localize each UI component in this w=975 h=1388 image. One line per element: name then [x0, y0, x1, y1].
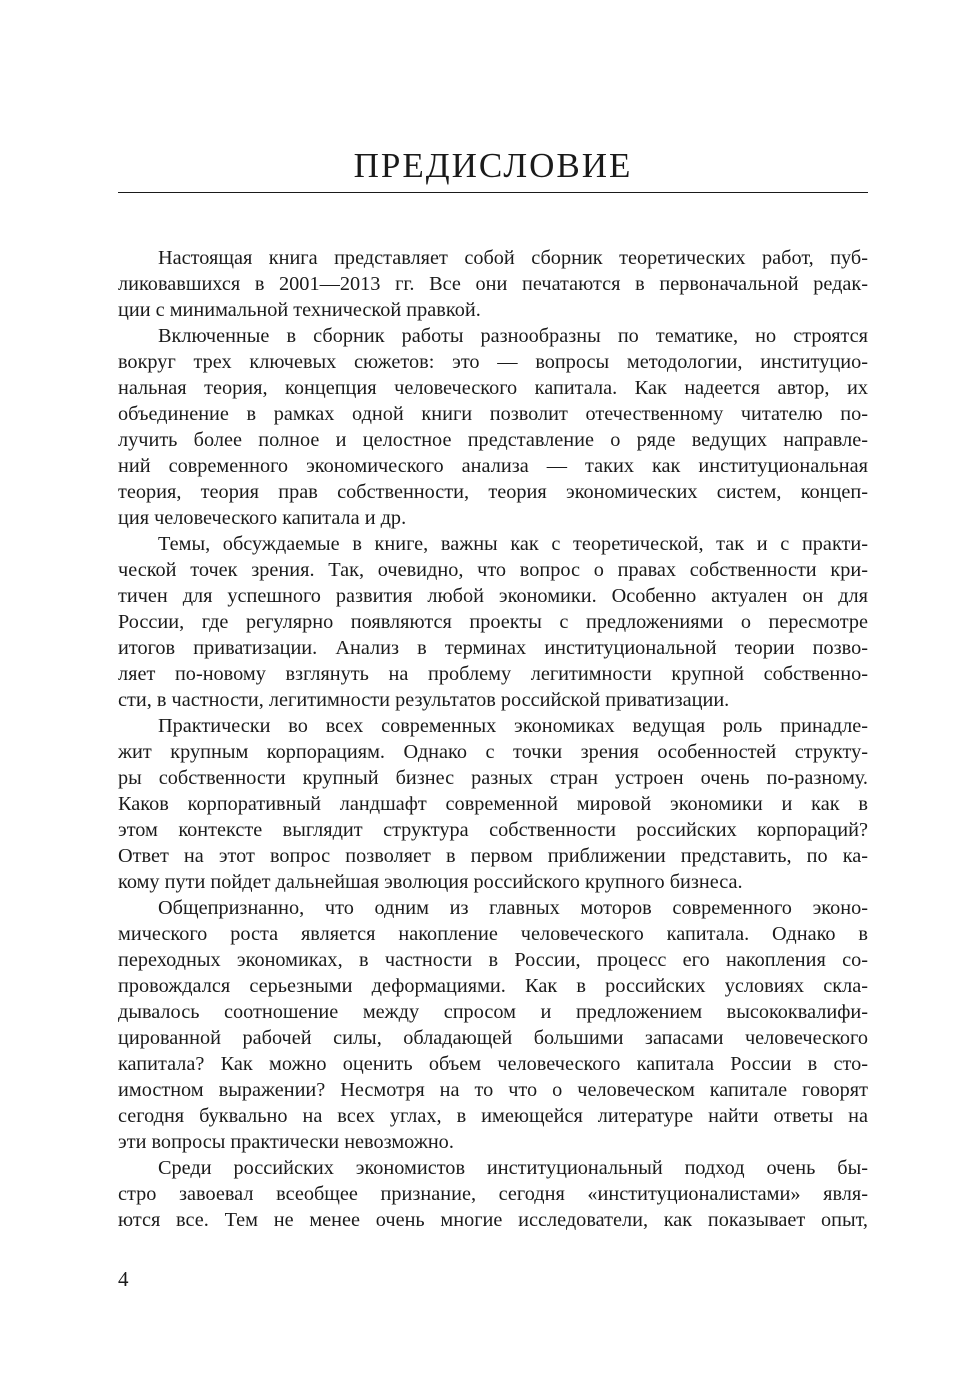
text-line: лучить более полное и целостное представление о ряде ведущих направле- [118, 429, 868, 451]
text-line: сти, в частности, легитимности результатов российской приватизации. [118, 689, 730, 711]
text-line: жит крупным корпорациям. Однако с точки зрения особенностей структу- [118, 741, 868, 763]
text-line: Практически во всех современных экономиках ведущая роль принадле- [158, 715, 868, 737]
text-line: вокруг трех ключевых сюжетов: это — вопросы методологии, институцио- [118, 351, 868, 373]
text-line: этом контексте выглядит структура собственности российских корпораций? [118, 819, 868, 841]
paragraph [118, 895, 868, 1155]
text-line: имостном выражении? Несмотря на то что о человеческом капитале говорят [118, 1079, 868, 1101]
text-line: ция человеческого капитала и др. [118, 507, 407, 529]
text-line: провождался серьезными деформациями. Как в российских условиях скла- [118, 975, 868, 997]
text-line: капитала? Как можно оценить объем человеческого капитала России в сто- [118, 1053, 868, 1075]
page-number: 4 [118, 1267, 129, 1291]
text-line: Настоящая книга представляет собой сборник теоретических работ, пуб- [158, 247, 868, 269]
text-line: нальная теория, концепция человеческого капитала. Как надеется автор, их [118, 377, 868, 399]
text-line: теория, теория прав собственности, теория экономических систем, концеп- [118, 481, 868, 503]
body-text [118, 245, 868, 1233]
text-line: итогов приватизации. Анализ в терминах институциональной теории позво- [118, 637, 868, 659]
text-line: Общепризнанно, что одним из главных моторов современного эконо- [158, 897, 868, 919]
text-line: Каков корпоративный ландшафт современной мировой экономики и как в [118, 793, 868, 815]
text-line: цированной рабочей силы, обладающей большими запасами человеческого [118, 1027, 868, 1049]
paragraph [118, 323, 868, 531]
text-line: сегодня буквально на всех углах, в имеющейся литературе найти ответы на [118, 1105, 868, 1127]
text-line: переходных экономиках, в частности в России, процесс его накопления со- [118, 949, 868, 971]
text-line: дывалось соотношение между спросом и предложением высококвалифи- [118, 1001, 868, 1023]
text-line: мического роста является накопление человеческого капитала. Однако в [118, 923, 868, 945]
text-line: Включенные в сборник работы разнообразны по тематике, но строятся [158, 325, 868, 347]
text-line: Среди российских экономистов институциональный подход очень бы- [158, 1157, 868, 1179]
paragraph [118, 531, 868, 713]
text-line: тичен для успешного развития любой экономики. Особенно актуален он для [118, 585, 868, 607]
title-underline [118, 192, 868, 193]
text-line: Темы, обсуждаемые в книге, важны как с теоретической, так и с практи- [158, 533, 868, 555]
text-line: ры собственности крупный бизнес разных стран устроен очень по-разному. [118, 767, 868, 789]
text-line: Ответ на этот вопрос позволяет в первом приближении представить, по ка- [118, 845, 868, 867]
text-line: ликовавшихся в 2001—2013 гг. Все они печатаются в первоначальной редак- [118, 273, 868, 295]
text-line: кому пути пойдет дальнейшая эволюция российского крупного бизнеса. [118, 871, 743, 893]
text-line: ются все. Тем не менее очень многие исследователи, как показывает опыт, [118, 1209, 868, 1231]
page-title: ПРЕДИСЛОВИЕ [353, 146, 633, 185]
text-line: стро завоевал всеобщее признание, сегодня «институционалистами» явля- [118, 1183, 868, 1205]
text-line: эти вопросы практически невозможно. [118, 1131, 454, 1153]
paragraph [118, 1155, 868, 1233]
text-line: России, где регулярно появляются проекты с предложениями о пересмотре [118, 611, 868, 633]
text-line: ческой точек зрения. Так, очевидно, что вопрос о правах собственности кри- [118, 559, 868, 581]
text-line: объединение в рамках одной книги позволит отечественному читателю по- [118, 403, 868, 425]
paragraph [118, 713, 868, 895]
paragraph [118, 245, 868, 323]
text-line: ляет по-новому взглянуть на проблему легитимности крупной собственно- [118, 663, 868, 685]
text-line: ний современного экономического анализа — таких как институциональная [118, 455, 868, 477]
text-line: ции с минимальной технической правкой. [118, 299, 481, 321]
